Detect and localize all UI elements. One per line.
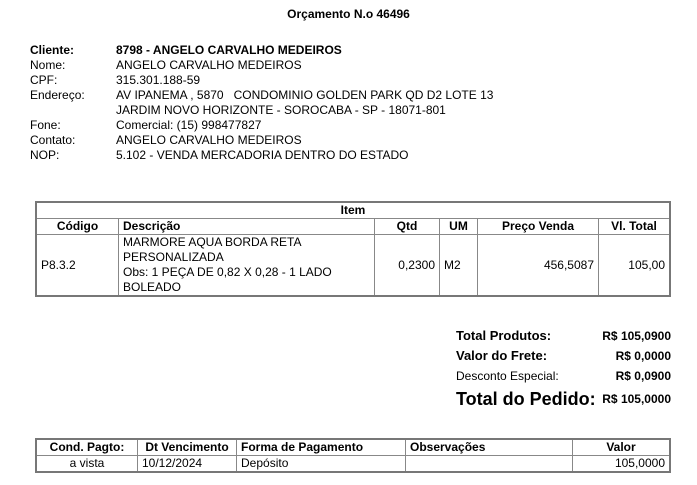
phone-label: Fone: [30,118,61,132]
address-row [30,88,493,103]
header-forma-pagamento: Forma de Pagamento [237,440,406,456]
total-produtos-value: R$ 105,0900 [602,329,671,343]
name-value: ANGELO CARVALHO MEDEIROS [116,58,302,72]
descricao-line: Obs: 1 PEÇA DE 0,82 X 0,28 - 1 LADO [123,265,332,279]
address-value: AV IPANEMA , 5870 CONDOMINIO GOLDEN PARK QD D2 LOTE 13 [116,88,494,102]
total-produtos-row [456,326,671,346]
document-title: Orçamento N.o 46496 [287,7,410,21]
cpf-label: CPF: [30,73,58,87]
descricao-line: PERSONALIZADA [123,250,224,264]
name-label: Nome: [30,58,66,72]
cpf-row [30,73,493,88]
address-row-2 [30,103,493,118]
header-descricao: Descrição [119,219,375,235]
header-valor: Valor [573,440,669,456]
contact-label: Contato: [30,133,76,147]
desconto-value: R$ 0,0900 [615,369,671,383]
payments-header-row [37,440,669,456]
valor-frete-row [456,346,671,366]
valor-frete-label: Valor do Frete: [456,348,548,363]
items-caption: Item [37,203,669,219]
phone-row [30,118,493,133]
items-header-row [37,219,669,235]
name-row [30,58,493,73]
table-row [37,235,669,295]
header-codigo: Código [37,219,119,235]
valor-frete-value: R$ 0,0000 [615,349,671,363]
phone-value: Comercial: (15) 998477827 [116,118,262,132]
desconto-label: Desconto Especial: [456,369,559,383]
cell-um: M2 [440,235,478,295]
desconto-row [456,366,671,386]
total-pedido-value: R$ 105,0000 [602,392,671,406]
header-um: UM [440,219,478,235]
cell-descricao [119,235,375,295]
items-table [35,201,671,297]
address-label-2 [30,103,116,118]
address-value-2: JARDIM NOVO HORIZONTE - SOROCABA - SP - 18071-801 [116,103,446,117]
header-observacoes: Observações [406,440,573,456]
cell-dt-vencimento: 10/12/2024 [138,456,237,471]
descricao-line: MARMORE AQUA BORDA RETA [123,235,302,249]
items-caption-row [37,203,669,219]
client-label: Cliente: [30,43,75,57]
total-pedido-label: Total do Pedido: [456,389,596,409]
table-row [37,456,669,471]
header-vl-total: Vl. Total [599,219,669,235]
nop-row [30,148,493,163]
cell-codigo: P8.3.2 [37,235,119,295]
address-label: Endereço: [30,88,85,102]
header-dt-vencimento: Dt Vencimento [138,440,237,456]
header-qtd: Qtd [375,219,440,235]
totals-summary [456,326,671,412]
header-cond-pagto: Cond. Pagto: [37,440,138,456]
nop-value: 5.102 - VENDA MERCADORIA DENTRO DO ESTADO [116,148,409,162]
client-row [30,43,493,58]
cell-observacoes [406,456,573,471]
cpf-value: 315.301.188-59 [116,73,201,87]
payments-table [35,438,671,473]
cell-preco-venda: 456,5087 [478,235,599,295]
contact-value: ANGELO CARVALHO MEDEIROS [116,133,302,147]
nop-label: NOP: [30,148,60,162]
contact-row [30,133,493,148]
descricao-line: BOLEADO [123,280,182,294]
client-value: 8798 - ANGELO CARVALHO MEDEIROS [116,43,342,57]
cell-valor: 105,0000 [614,456,665,470]
client-info [30,43,493,163]
cell-forma-pagamento: Depósito [237,456,406,471]
total-pedido-row [456,386,671,412]
header-preco-venda: Preço Venda [478,219,599,235]
cell-cond-pagto: a vista [37,456,138,471]
cell-vl-total: 105,00 [628,257,665,272]
total-produtos-label: Total Produtos: [456,328,552,343]
cell-qtd: 0,2300 [375,235,440,295]
